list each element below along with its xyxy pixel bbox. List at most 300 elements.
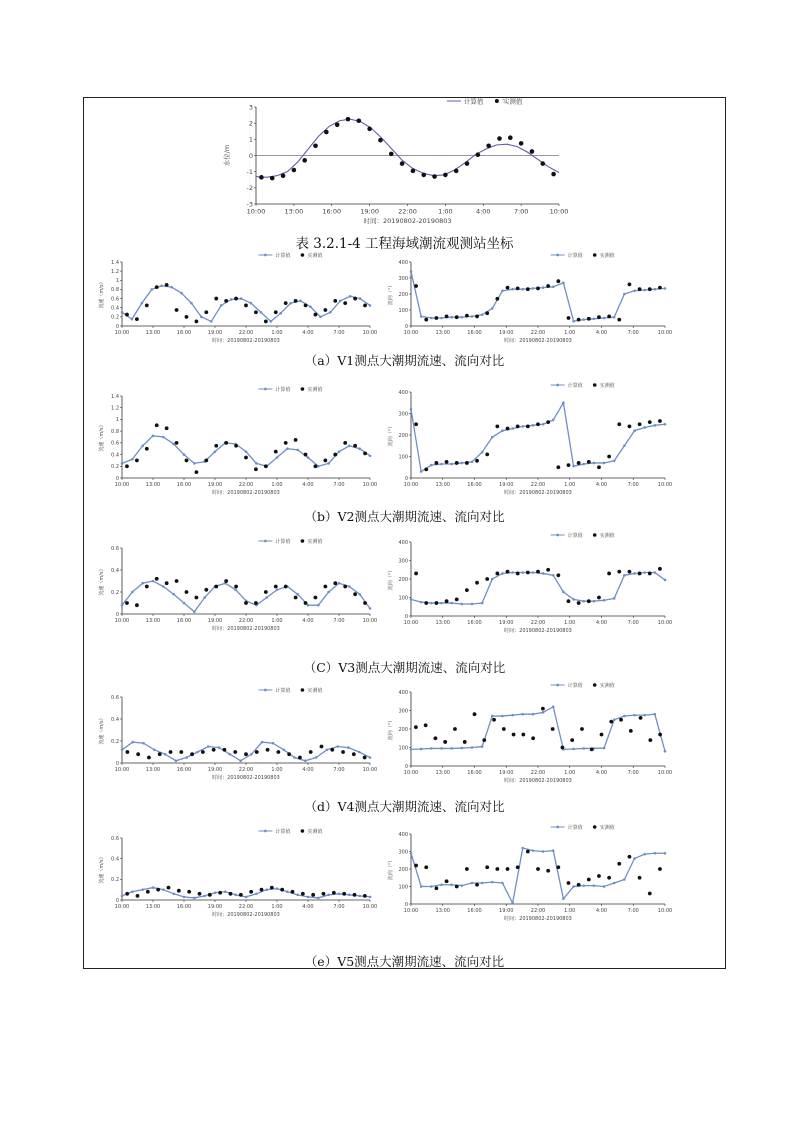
- calc-point: [623, 715, 626, 718]
- obs-point: [561, 746, 565, 750]
- calc-point: [327, 591, 330, 594]
- y-tick-label: 300: [398, 708, 408, 715]
- y-tick-label: 400: [398, 389, 408, 396]
- series-calc-line: [411, 573, 665, 604]
- obs-point: [357, 118, 362, 123]
- v2-speed-chart: [96, 384, 376, 500]
- obs-point: [495, 867, 499, 871]
- obs-point: [492, 718, 496, 722]
- legend-calc-marker: [556, 826, 559, 829]
- calc-point: [633, 572, 636, 575]
- calc-point: [562, 897, 565, 900]
- obs-point: [658, 419, 662, 423]
- calc-point: [450, 463, 453, 466]
- calc-point: [339, 300, 342, 303]
- legend-calc-label: 计算值: [275, 386, 291, 393]
- obs-point: [546, 568, 550, 572]
- obs-point: [421, 173, 426, 178]
- calc-point: [175, 760, 178, 763]
- v4-speed-chart: [96, 685, 376, 785]
- calc-point: [172, 593, 175, 596]
- calc-point: [511, 571, 514, 574]
- calc-point: [207, 745, 210, 748]
- obs-point: [343, 301, 347, 305]
- calc-point: [542, 850, 545, 853]
- calc-point: [511, 288, 514, 291]
- calc-point: [481, 314, 484, 317]
- x-tick-label: 1:00: [271, 618, 283, 624]
- obs-point: [506, 867, 510, 871]
- legend-obs-label: 实测值: [599, 532, 615, 539]
- obs-point: [400, 161, 405, 166]
- calc-point: [336, 745, 339, 748]
- calc-point: [603, 599, 606, 602]
- calc-point: [542, 572, 545, 575]
- obs-point: [264, 464, 268, 468]
- y-axis-label: 流向（°）: [388, 567, 394, 591]
- obs-point: [454, 169, 459, 174]
- obs-point: [658, 733, 662, 737]
- obs-point: [204, 459, 208, 463]
- obs-point: [244, 456, 248, 460]
- obs-point: [526, 287, 530, 291]
- legend-obs-label: 实测值: [307, 687, 323, 694]
- calc-point: [326, 749, 329, 752]
- obs-point: [432, 174, 437, 179]
- obs-point: [453, 727, 457, 731]
- calc-point: [245, 896, 248, 899]
- obs-point: [590, 747, 594, 751]
- legend-calc-label: 计算值: [567, 824, 583, 831]
- calc-point: [150, 288, 153, 291]
- obs-point: [570, 738, 574, 742]
- obs-point: [506, 570, 510, 574]
- x-axis-label: 时间：20190802-20190803: [212, 626, 280, 632]
- obs-point: [577, 601, 581, 605]
- calc-point: [471, 603, 474, 606]
- obs-point: [254, 601, 258, 605]
- obs-point: [276, 750, 280, 754]
- obs-point: [546, 420, 550, 424]
- calc-point: [358, 895, 361, 898]
- obs-point: [551, 727, 555, 731]
- v1-direction-chart: [385, 250, 671, 348]
- x-tick-label: 22:00: [398, 207, 417, 216]
- x-axis-label: 时间：20190802-20190803: [504, 338, 572, 344]
- x-tick-label: 4:00: [302, 618, 314, 624]
- calc-point: [203, 596, 206, 599]
- obs-point: [175, 441, 179, 445]
- calc-point: [276, 589, 279, 592]
- calc-point: [643, 853, 646, 856]
- y-tick-label: 0: [404, 323, 408, 330]
- obs-point: [497, 136, 502, 141]
- obs-point: [353, 893, 357, 897]
- obs-point: [414, 725, 418, 729]
- obs-point: [136, 894, 140, 898]
- obs-point: [343, 441, 347, 445]
- calc-point: [491, 436, 494, 439]
- y-axis-label: 水位/m: [223, 144, 231, 167]
- calc-point: [521, 571, 524, 574]
- legend-calc-marker: [264, 830, 267, 833]
- obs-point: [135, 317, 139, 321]
- obs-point: [485, 311, 489, 315]
- x-tick-label: 10:00: [657, 482, 673, 488]
- y-tick-label: 0: [404, 901, 408, 908]
- obs-point: [158, 752, 162, 756]
- calc-point: [420, 885, 423, 888]
- obs-point: [323, 459, 327, 463]
- calc-point: [491, 578, 494, 581]
- calc-point: [141, 444, 144, 447]
- y-tick-label: 100: [398, 745, 408, 752]
- calc-point: [369, 454, 372, 457]
- calc-point: [664, 750, 667, 753]
- calc-point: [552, 286, 555, 289]
- calc-point: [162, 585, 165, 588]
- x-axis-label: 时间：20190802-20190803: [212, 338, 280, 344]
- calc-point: [141, 302, 144, 305]
- obs-point: [411, 169, 416, 174]
- calc-point: [613, 718, 616, 721]
- obs-point: [617, 570, 621, 574]
- calc-point: [542, 711, 545, 714]
- x-tick-label: 19:00: [499, 482, 514, 488]
- y-axis-label: 流速（m/s）: [99, 279, 105, 309]
- x-tick-label: 10:00: [114, 330, 130, 336]
- legend-calc-marker: [264, 388, 267, 391]
- obs-point: [266, 748, 270, 752]
- y-tick-label: 0.4: [111, 856, 119, 863]
- obs-point: [495, 297, 499, 301]
- y-tick-label: 0.2: [111, 589, 119, 596]
- calc-point: [654, 571, 657, 574]
- calc-point: [276, 456, 279, 459]
- calc-point: [532, 713, 535, 716]
- x-tick-label: 7:00: [627, 330, 639, 336]
- obs-point: [270, 886, 274, 890]
- calc-point: [643, 714, 646, 717]
- obs-point: [516, 287, 520, 291]
- x-tick-label: 7:00: [627, 770, 639, 776]
- obs-point: [195, 470, 199, 474]
- calc-point: [255, 462, 258, 465]
- obs-point: [214, 297, 218, 301]
- calc-point: [562, 282, 565, 285]
- x-tick-label: 19:00: [207, 904, 223, 910]
- calc-point: [369, 607, 372, 610]
- x-tick-label: 16:00: [467, 620, 482, 626]
- obs-point: [414, 572, 418, 576]
- obs-point: [218, 891, 222, 895]
- x-tick-label: 19:00: [207, 618, 223, 624]
- x-tick-label: 22:00: [238, 482, 254, 488]
- obs-point: [260, 888, 264, 892]
- obs-point: [165, 426, 169, 430]
- x-tick-label: 22:00: [238, 330, 254, 336]
- x-tick-label: 1:00: [564, 908, 576, 914]
- calc-point: [299, 300, 302, 303]
- y-tick-label: 100: [398, 454, 408, 461]
- x-tick-label: 10:00: [549, 207, 569, 216]
- obs-point: [443, 173, 448, 178]
- obs-point: [607, 315, 611, 319]
- x-tick-label: 10:00: [246, 207, 266, 216]
- x-tick-label: 4:00: [595, 482, 608, 488]
- obs-point: [577, 461, 581, 465]
- x-tick-label: 10:00: [403, 908, 419, 914]
- obs-point: [475, 883, 479, 887]
- obs-point: [323, 585, 327, 589]
- x-tick-label: 4:00: [595, 620, 608, 626]
- obs-point: [519, 141, 524, 146]
- legend-obs-label: 实测值: [599, 682, 615, 689]
- obs-point: [502, 727, 506, 731]
- obs-point: [363, 601, 367, 605]
- calc-point: [420, 601, 423, 604]
- obs-point: [145, 447, 149, 451]
- obs-point: [179, 750, 183, 754]
- y-tick-label: 100: [398, 595, 408, 602]
- legend-obs-marker: [301, 253, 305, 257]
- x-tick-label: 10:00: [403, 482, 419, 488]
- obs-point: [302, 158, 307, 163]
- x-tick-label: 19:00: [207, 482, 223, 488]
- obs-point: [244, 304, 248, 308]
- calc-point: [348, 894, 351, 897]
- calc-point: [224, 890, 227, 893]
- x-axis-label: 时间：20190802-20190803: [363, 217, 452, 225]
- obs-point: [443, 740, 447, 744]
- calc-point: [654, 424, 657, 427]
- calc-point: [270, 320, 273, 323]
- obs-point: [343, 585, 347, 589]
- y-tick-label: 100: [398, 307, 408, 314]
- calc-point: [521, 425, 524, 428]
- x-tick-label: 16:00: [467, 908, 482, 914]
- obs-point: [155, 285, 159, 289]
- legend-obs-label: 实测值: [502, 97, 523, 106]
- obs-point: [567, 881, 571, 885]
- calc-point: [410, 408, 413, 411]
- obs-point: [259, 175, 264, 180]
- obs-point: [473, 712, 477, 716]
- obs-point: [506, 286, 510, 290]
- calc-point: [229, 753, 232, 756]
- obs-point: [378, 138, 383, 143]
- y-tick-label: 0.2: [111, 314, 119, 321]
- calc-point: [420, 470, 423, 473]
- caption-v4: （d）V4测点大潮期流速、流向对比: [304, 799, 505, 814]
- legend-calc-label: 计算值: [275, 252, 291, 259]
- obs-point: [607, 455, 611, 459]
- obs-point: [330, 748, 334, 752]
- obs-point: [628, 283, 632, 287]
- calc-point: [572, 320, 575, 323]
- x-tick-label: 10:00: [114, 904, 130, 910]
- y-axis-label: 流速（m/s）: [99, 854, 105, 884]
- obs-point: [284, 301, 288, 305]
- obs-point: [476, 152, 481, 157]
- obs-point: [304, 304, 308, 308]
- obs-point: [508, 135, 513, 140]
- y-tick-label: 0: [115, 760, 119, 767]
- y-axis-label: 流向（°）: [388, 282, 394, 306]
- x-tick-label: 10:00: [362, 330, 378, 336]
- y-tick-label: 0.4: [111, 716, 119, 723]
- x-tick-label: 16:00: [176, 330, 192, 336]
- y-tick-label: 0: [115, 897, 119, 904]
- x-tick-label: 22:00: [238, 904, 254, 910]
- calc-point: [572, 885, 575, 888]
- calc-point: [491, 881, 494, 884]
- obs-point: [587, 599, 591, 603]
- calc-point: [623, 574, 626, 577]
- obs-point: [638, 287, 642, 291]
- obs-point: [208, 893, 212, 897]
- y-tick-label: 0.8: [111, 428, 119, 435]
- calc-point: [250, 753, 253, 756]
- calc-point: [152, 886, 155, 889]
- calc-point: [230, 298, 233, 301]
- obs-point: [526, 850, 530, 854]
- obs-point: [475, 315, 479, 319]
- x-tick-label: 16:00: [176, 767, 192, 773]
- x-tick-label: 7:00: [627, 482, 639, 488]
- obs-point: [224, 299, 228, 303]
- calc-point: [552, 706, 555, 709]
- calc-point: [131, 890, 134, 893]
- y-tick-label: 400: [398, 539, 408, 546]
- calc-point: [511, 714, 514, 717]
- x-tick-label: 16:00: [176, 482, 192, 488]
- series-calc-line: [122, 581, 370, 612]
- calc-point: [369, 304, 372, 307]
- calc-point: [307, 604, 310, 607]
- obs-point: [311, 893, 315, 897]
- calc-point: [193, 462, 196, 465]
- obs-point: [165, 283, 169, 287]
- x-tick-label: 22:00: [530, 770, 546, 776]
- calc-point: [542, 286, 545, 289]
- x-axis-label: 时间：20190802-20190803: [212, 490, 280, 496]
- obs-point: [455, 461, 459, 465]
- obs-point: [292, 168, 297, 173]
- x-tick-label: 7:00: [333, 904, 345, 910]
- legend-calc-marker: [556, 254, 559, 257]
- obs-point: [486, 144, 491, 149]
- calc-point: [358, 751, 361, 754]
- calc-point: [193, 611, 196, 614]
- tide-level-chart: [220, 95, 569, 230]
- legend-calc-label: 计算值: [463, 97, 484, 106]
- x-tick-label: 22:00: [530, 482, 546, 488]
- obs-point: [287, 752, 291, 756]
- calc-point: [255, 893, 258, 896]
- y-tick-label: 0.6: [111, 440, 119, 447]
- x-tick-label: 10:00: [362, 618, 378, 624]
- legend-obs-label: 实测值: [599, 824, 615, 831]
- x-tick-label: 16:00: [322, 207, 342, 216]
- obs-point: [284, 585, 288, 589]
- obs-point: [516, 572, 520, 576]
- calc-point: [593, 884, 596, 887]
- legend-calc-label: 计算值: [567, 682, 583, 689]
- calc-point: [286, 890, 289, 893]
- obs-point: [214, 444, 218, 448]
- legend-obs-label: 实测值: [307, 538, 323, 545]
- obs-point: [190, 752, 194, 756]
- obs-point: [580, 727, 584, 731]
- obs-point: [512, 733, 516, 737]
- caption-v3: （C）V3测点大潮期流速、流向对比: [303, 660, 506, 675]
- obs-point: [628, 570, 632, 574]
- obs-point: [465, 161, 470, 166]
- x-tick-label: 10:00: [403, 620, 419, 626]
- y-tick-label: 300: [398, 411, 408, 418]
- calc-point: [593, 462, 596, 465]
- calc-point: [141, 582, 144, 585]
- obs-point: [304, 601, 308, 605]
- calc-point: [664, 852, 667, 855]
- calc-point: [304, 760, 307, 763]
- calc-point: [461, 603, 464, 606]
- legend-calc-marker: [556, 384, 559, 387]
- obs-point: [323, 308, 327, 312]
- calc-point: [141, 888, 144, 891]
- calc-point: [471, 746, 474, 749]
- obs-point: [234, 444, 238, 448]
- obs-point: [587, 460, 591, 464]
- x-tick-label: 16:00: [467, 482, 482, 488]
- obs-point: [424, 865, 428, 869]
- obs-point: [352, 752, 356, 756]
- obs-point: [212, 748, 216, 752]
- obs-point: [445, 460, 449, 464]
- x-tick-label: 10:00: [114, 767, 130, 773]
- obs-point: [298, 756, 302, 760]
- obs-point: [445, 879, 449, 883]
- x-tick-label: 19:00: [499, 770, 514, 776]
- calc-point: [183, 453, 186, 456]
- x-tick-label: 16:00: [467, 770, 482, 776]
- calc-point: [471, 882, 474, 885]
- obs-point: [125, 892, 129, 896]
- calc-point: [440, 747, 443, 750]
- obs-point: [363, 304, 367, 308]
- x-tick-label: 19:00: [499, 908, 514, 914]
- calc-point: [214, 450, 217, 453]
- obs-point: [587, 317, 591, 321]
- calc-point: [250, 302, 253, 305]
- caption-v1: （a）V1测点大潮期流速、流向对比: [304, 353, 505, 368]
- obs-point: [264, 590, 268, 594]
- calc-point: [593, 318, 596, 321]
- obs-point: [234, 297, 238, 301]
- calc-point: [234, 894, 237, 897]
- calc-point: [349, 295, 352, 298]
- calc-point: [450, 883, 453, 886]
- obs-point: [185, 315, 189, 319]
- obs-point: [314, 596, 318, 600]
- y-tick-label: 400: [398, 831, 408, 838]
- calc-point: [220, 304, 223, 307]
- obs-point: [175, 308, 179, 312]
- y-axis-label: 流向（°）: [388, 423, 394, 447]
- obs-point: [541, 707, 545, 711]
- calc-point: [196, 751, 199, 754]
